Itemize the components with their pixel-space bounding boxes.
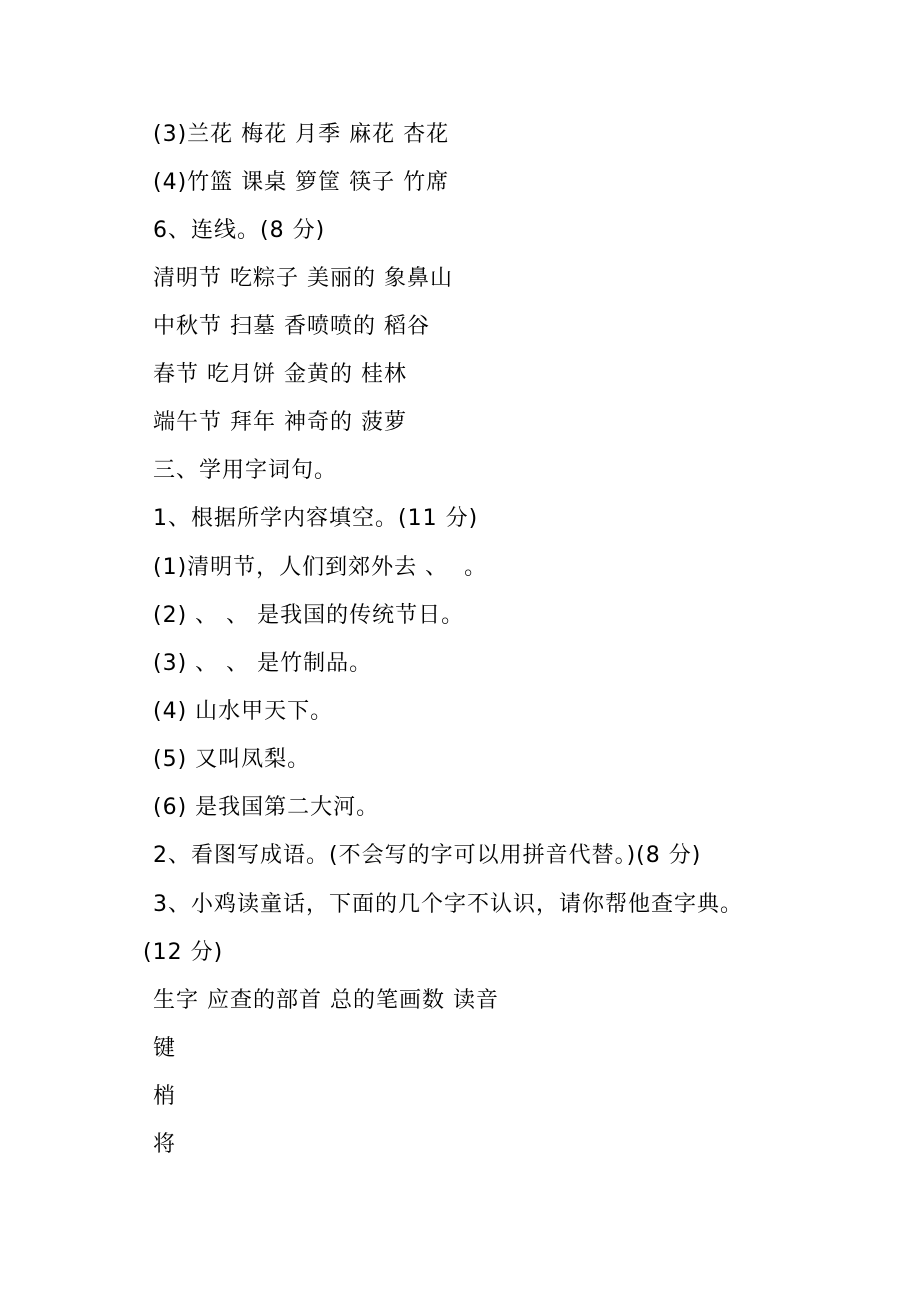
text-line-11: (2) 、 、 是我国的传统节日。	[153, 603, 465, 628]
text-line-18: (12 分)	[143, 940, 224, 965]
char-row-3: 将	[153, 1132, 177, 1157]
text-line-17: 3、小鸡读童话，下面的几个字不认识，请你帮他查字典。	[153, 892, 743, 917]
text-line-13: (4) 山水甲天下。	[153, 699, 334, 724]
text-line-5: 中秋节 扫墓 香喷喷的 稻谷	[153, 314, 430, 339]
text-line-3: 6、连线。(8 分)	[153, 218, 326, 243]
text-line-2: (4)竹篮 课桌 箩筐 筷子 竹席	[153, 170, 450, 195]
text-line-15: (6) 是我国第二大河。	[153, 795, 380, 820]
text-line-1: (3)兰花 梅花 月季 麻花 杏花	[153, 122, 450, 147]
char-row-1: 键	[153, 1036, 177, 1061]
text-line-7: 端午节 拜年 神奇的 菠萝	[153, 410, 407, 435]
text-line-6: 春节 吃月饼 金黄的 桂林	[153, 362, 407, 387]
text-line-10: (1)清明节，人们到郊外去 、 。	[153, 555, 488, 580]
section-heading: 三、学用字词句。	[153, 458, 338, 483]
text-line-9: 1、根据所学内容填空。(11 分)	[153, 506, 479, 531]
text-line-16: 2、看图写成语。(不会写的字可以用拼音代替。)(8 分)	[153, 843, 702, 868]
text-line-4: 清明节 吃粽子 美丽的 象鼻山	[153, 266, 453, 291]
text-line-12: (3) 、 、 是竹制品。	[153, 651, 373, 676]
text-line-14: (5) 又叫凤梨。	[153, 747, 311, 772]
char-row-2: 梢	[153, 1084, 177, 1109]
table-header-line: 生字 应查的部首 总的笔画数 读音	[153, 988, 499, 1013]
